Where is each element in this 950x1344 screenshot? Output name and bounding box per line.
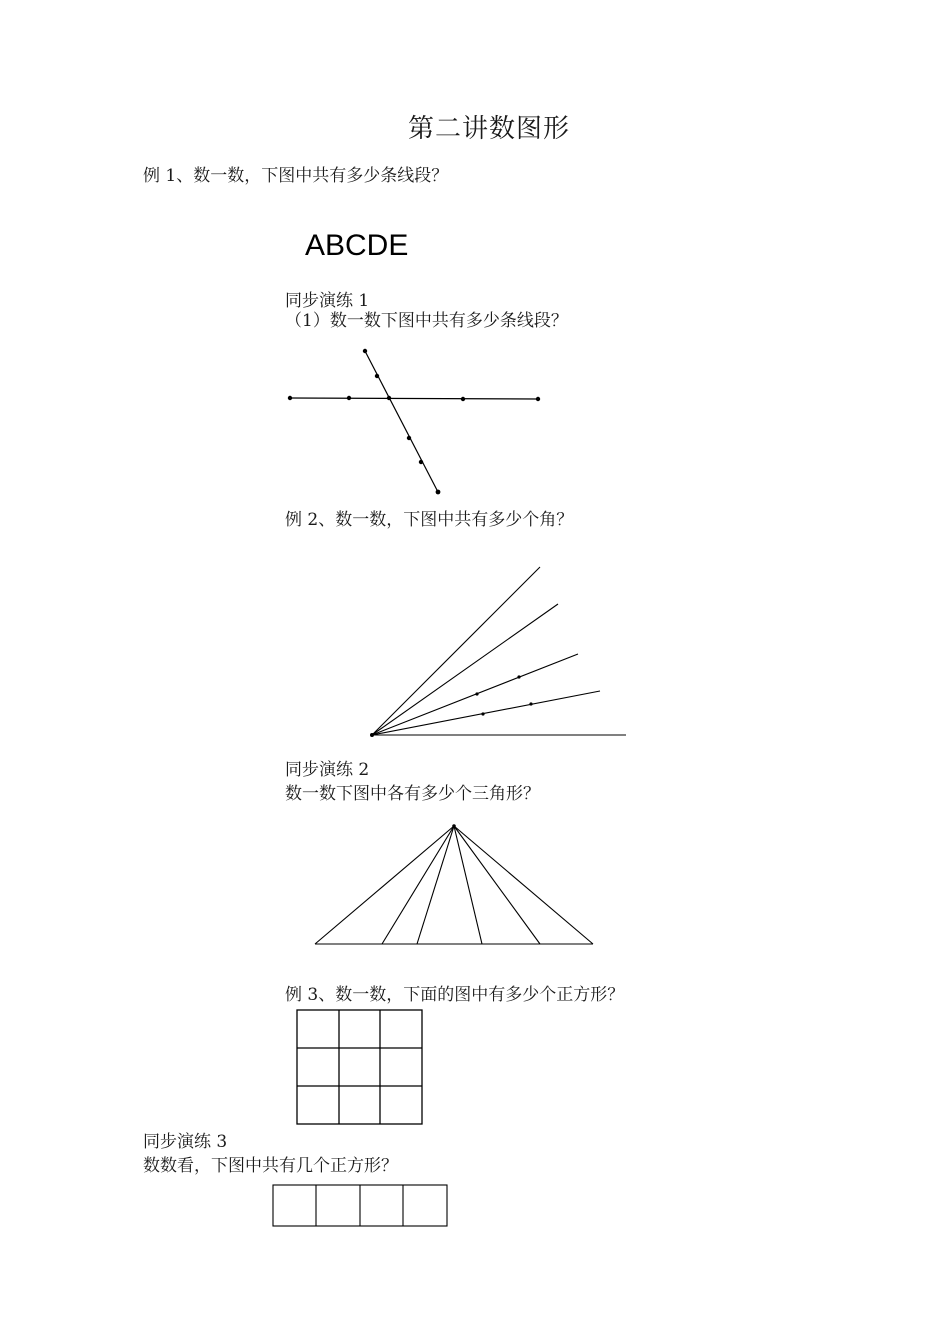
point-dot [436, 490, 441, 495]
triangle-side [315, 826, 454, 944]
point-dot [536, 397, 540, 401]
inner-line [417, 826, 454, 944]
point-dot [288, 396, 292, 400]
point-dot [481, 712, 484, 715]
point-dot [363, 349, 367, 353]
three-by-three-grid [290, 1004, 430, 1134]
inner-line [454, 826, 540, 944]
example1-question: 例 1、数一数，下图中共有多少条线段？ [143, 166, 449, 186]
inner-line [382, 826, 454, 944]
point-dot [517, 675, 520, 678]
angles-figure [365, 560, 635, 745]
triangles-figure [305, 818, 605, 953]
vertex-dot [370, 733, 374, 737]
point-dot [387, 396, 391, 400]
ray [372, 654, 578, 735]
example2-question: 例 2、数一数，下图中共有多少个角？ [285, 510, 574, 530]
practice2-heading: 同步演练 2 [285, 760, 370, 780]
point-dot [375, 374, 379, 378]
practice3-question: 数数看，下图中共有几个正方形？ [143, 1156, 398, 1176]
grid-outline [297, 1010, 422, 1124]
crossing-lines-figure [280, 340, 560, 505]
triangle-side [454, 826, 593, 944]
point-dot [461, 397, 465, 401]
ray [372, 691, 600, 735]
point-dot [407, 436, 411, 440]
inner-line [454, 826, 482, 944]
horizontal-line [290, 398, 538, 399]
ray [372, 604, 558, 735]
page-title: 第二讲数图形 [408, 114, 571, 144]
practice1-question: （1）数一数下图中共有多少条线段？ [285, 311, 568, 331]
one-by-four-grid [268, 1180, 453, 1230]
apex-dot [452, 824, 456, 828]
example1-points-label: ABCDE [305, 229, 409, 262]
practice1-heading: 同步演练 1 [285, 291, 370, 311]
point-dot [475, 692, 478, 695]
slanted-line [365, 351, 438, 492]
point-dot [529, 702, 532, 705]
example3-question: 例 3、数一数，下面的图中有多少个正方形？ [285, 985, 625, 1005]
point-dot [347, 396, 351, 400]
practice2-question: 数一数下图中各有多少个三角形？ [285, 784, 540, 804]
point-dot [419, 460, 423, 464]
ray [372, 567, 540, 735]
practice3-heading: 同步演练 3 [143, 1132, 228, 1152]
